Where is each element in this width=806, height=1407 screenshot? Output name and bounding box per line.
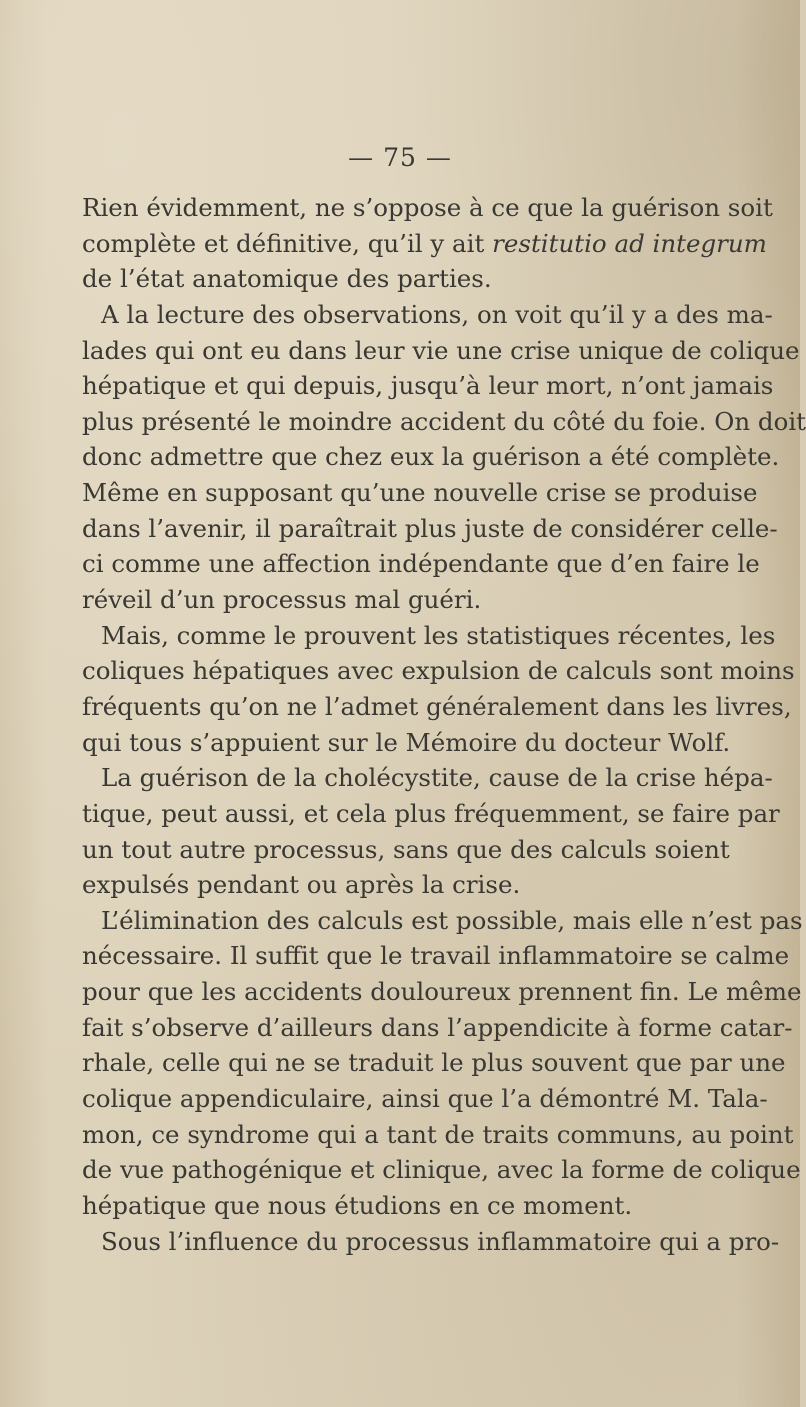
text-line-1: Rien évidemment, ne s’oppose à ce que la guérison soit <box>82 193 773 222</box>
text-line-21: L’élimination des calculs est possible, mais elle n’est pas <box>101 905 803 935</box>
text-line-12: réveil d’un processus mal guéri. <box>82 585 482 615</box>
text-line-26: colique appendiculaire, ainsi que l’a démontré M. Tala- <box>82 1084 768 1114</box>
text-line-3: de l’état anatomique des parties. <box>82 264 492 294</box>
text-line-18: tique, peut aussi, et cela plus fréquemment, se faire par <box>82 798 780 828</box>
text-line-29: hépatique que nous étudions en ce moment. <box>82 1190 633 1220</box>
latin-phrase: restitutio ad integrum <box>492 228 767 258</box>
text-line-2 <box>82 226 767 262</box>
body-text <box>82 190 806 1259</box>
text-line-23: pour que les accidents douloureux prennent fin. Le même <box>82 977 802 1007</box>
text-line-7: plus présenté le moindre accident du côté du foie. On doit <box>82 406 806 436</box>
text-line-30: Sous l’influence du processus inflammatoire qui a pro- <box>101 1226 780 1256</box>
text-line-25: rhale, celle qui ne se traduit le plus souvent que par une <box>82 1048 786 1078</box>
text-line-8: donc admettre que chez eux la guérison a été complète. <box>82 442 780 472</box>
text-line-15: fréquents qu’on ne l’admet généralement dans les livres, <box>82 691 792 721</box>
text-line-5: lades qui ont eu dans leur vie une crise unique de colique <box>82 335 800 365</box>
text-line-17: La guérison de la cholécystite, cause de la crise hépa- <box>101 763 773 793</box>
text-line-19: un tout autre processus, sans que des calculs soient <box>82 834 730 864</box>
text-line-10: dans l’avenir, il paraîtrait plus juste de considérer celle- <box>82 513 778 543</box>
text-line-14: coliques hépatiques avec expulsion de calculs sont moins <box>82 656 795 686</box>
text-line-9: Même en supposant qu’une nouvelle crise se produise <box>82 478 758 508</box>
text-line-16: qui tous s’appuient sur le Mémoire du docteur Wolf. <box>82 727 731 757</box>
text-line-24: fait s’observe d’ailleurs dans l’appendicite à forme catar- <box>82 1012 793 1042</box>
text-line-4: A la lecture des observations, on voit qu’il y a des ma- <box>101 299 773 329</box>
text-line-22: nécessaire. Il suffit que le travail inflammatoire se calme <box>82 941 790 971</box>
text-line-20: expulsés pendant ou après la crise. <box>82 870 521 900</box>
text-line-6: hépatique et qui depuis, jusqu’à leur mort, n’ont jamais <box>82 371 774 401</box>
text-line-28: de vue pathogénique et clinique, avec la forme de colique <box>82 1155 801 1185</box>
text-line-13: Mais, comme le prouvent les statistiques récentes, les <box>101 620 776 650</box>
text-line-2-start: complète et définitive, qu’il y ait <box>82 228 485 258</box>
page-number: — 75 — <box>348 143 452 172</box>
text-line-27: mon, ce syndrome qui a tant de traits communs, au point <box>82 1119 794 1149</box>
text-line-11: ci comme une affection indépendante que d’en faire le <box>82 549 760 579</box>
